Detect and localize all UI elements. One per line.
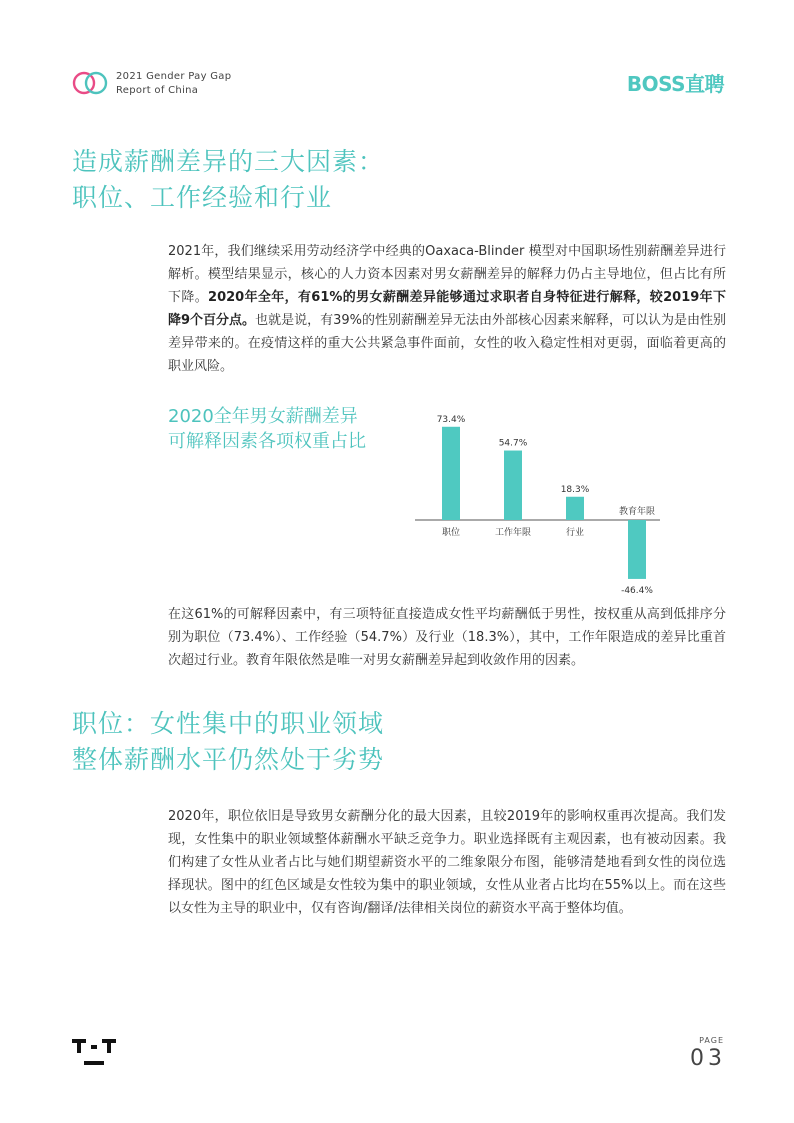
section1-title-line2: 职位、工作经验和行业 — [72, 183, 333, 212]
chart-note-paragraph: 在这61%的可解释因素中，有三项特征直接造成女性平均薪酬低于男性，按权重从高到低排序分别为职位（73.4%）、工作经验（54.7%）及行业（18.3%），其中，工作年限造成的差异比重首次超过行业。教育年限依然是唯一对男女薪酬差异起到收敛作用的因素。 — [168, 607, 726, 668]
chart-bar-1 — [504, 451, 522, 520]
section1-paragraph — [168, 240, 726, 378]
footer-face-logo-icon — [72, 1037, 116, 1069]
chart-value-label-2: 18.3% — [560, 484, 590, 495]
section2-title-line1: 职位：女性集中的职业领域 — [72, 709, 385, 738]
section1-paragraph-part2: 也就是说，有39%的性别薪酬差异无法由外部核心因素来解释，可以认为是由性别差异带来的。在疫情这样的重大公共紧急事件面前，女性的收入稳定性相对更弱，面临着更高的职业风险。 — [168, 313, 726, 374]
chart-bar-3 — [628, 520, 646, 579]
brand-logo: BOSS直聘 — [626, 72, 724, 96]
section1-title-line1: 造成薪酬差异的三大因素： — [72, 147, 385, 176]
page-number: 03 — [690, 1046, 726, 1071]
chart-bar-0 — [442, 427, 460, 520]
chart-bar-2 — [566, 497, 584, 520]
section2-paragraph: 2020年，职位依旧是导致男女薪酬分化的最大因素，且较2019年的影响权重再次提高。我们发现，女性集中的职业领域整体薪酬水平缺乏竞争力。职业选择既有主观因素，也有被动因素。我们构建了女性从业者占比与她们期望薪资水平的二维象限分布图，能够清楚地看到女性的岗位选择现状。图中的红色区域是女性较为集中的职业领域，女性从业者占比均在55%以上。而在这些以女性为主导的职业中，仅有咨询/翻译/法律相关岗位的薪资水平高于整体均值。 — [168, 809, 726, 916]
section1-title — [72, 144, 384, 216]
report-logo-rings-icon — [72, 70, 110, 96]
section1-paragraph-part1: 2021年，我们继续采用劳动经济学中经典的Oaxaca-Blinder 模型对中国职场性别薪酬差异进行解析。模型结果显示，核心的人力资本因素对男女薪酬差异的解释力仍占主导地位，但占比有所下降。 — [168, 244, 726, 305]
section2-title — [72, 706, 384, 778]
report-title-line1: 2021 Gender Pay Gap — [116, 71, 232, 82]
chart-title-line1: 2020全年男女薪酬差异 — [168, 406, 358, 427]
bar-chart — [410, 400, 670, 596]
chart-value-label-1: 54.7% — [498, 438, 528, 449]
chart-category-label-2: 行业 — [565, 528, 585, 538]
chart-category-label-1: 工作年限 — [494, 528, 532, 538]
page-label: PAGE — [699, 1036, 724, 1045]
chart-category-label-3: 教育年限 — [618, 507, 656, 517]
chart-title-line2: 可解释因素各项权重占比 — [168, 431, 366, 452]
report-title — [116, 70, 231, 98]
chart-title — [168, 404, 366, 454]
chart-category-label-0: 职位 — [441, 528, 461, 538]
section1-paragraph-bold: 2020年全年，有61%的男女薪酬差异能够通过求职者自身特征进行解释，较2019年下降9个百分点。 — [168, 290, 726, 328]
chart-value-label-0: 73.4% — [436, 414, 466, 425]
section2-title-line2: 整体薪酬水平仍然处于劣势 — [72, 745, 385, 774]
report-title-line2: Report of China — [116, 85, 199, 96]
chart-value-label-3: -46.4% — [621, 585, 653, 596]
